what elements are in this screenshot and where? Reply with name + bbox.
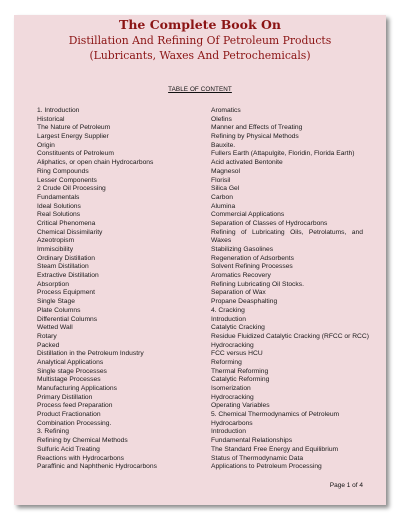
toc-entry: Immiscibility [37,246,74,253]
toc-entry: Chemical Dissimilarity [37,228,103,236]
toc-entry: Catalytic Cracking [211,324,265,332]
toc-entry: Hydrocracking [211,341,254,349]
toc-entry: Fullers Earth (Attapulgite, Floridin, Florida Earth) [211,150,355,158]
toc-entry: Lesser Components [37,176,97,184]
toc-entry: Single Stage [37,298,75,306]
toc-entry: Hydrocarbons [211,419,253,427]
toc-entry: Refining Lubricating Oil Stocks. [211,280,304,288]
toc-entry: Fundamental Relationships [211,437,293,445]
toc-entry-word: Lubricating [251,228,285,236]
toc-entry: Process Equipment [37,289,95,297]
toc-entry: Reforming [211,358,242,366]
toc-entry: 3. Refining [37,428,69,436]
toc-entry: Constituents of Petroleum [37,150,114,158]
toc-left-column [37,107,202,472]
toc-entry: Analytical Applications [37,358,104,366]
toc-entry: Introduction [211,315,246,323]
toc-entry: Azeotropism [37,237,75,245]
toc-entry: Regeneration of Adsorbents [211,254,294,262]
toc-entry: Commercial Applications [211,211,285,219]
toc-entry: Paraffinic and Naphthenic Hydrocarbons [37,463,157,471]
toc-entry: Critical Phenomena [37,219,96,227]
toc-entry: Introduction [211,428,246,436]
toc-entry: Packed [37,341,60,349]
toc-entry-word: and [351,228,363,236]
toc-entry: 4. Cracking [211,306,245,314]
book-title: The Complete Book On [119,17,281,32]
book-subtitle-line-2: (Lubricants, Waxes And Petrochemicals) [89,49,311,62]
book-subtitle-line-1: Distillation And Refining Of Petroleum Products [68,34,332,47]
toc-entry: 5. Chemical Thermodynamics of Petroleum [211,411,340,419]
toc-entry: Primary Distillation [37,393,93,401]
toc-entry: Sulfuric Acid Treating [37,445,100,453]
toc-entry: Steam Distillation [37,263,89,271]
toc-entry: Waxes [211,237,232,245]
toc-entry: Combination Processing. [37,419,112,427]
toc-entry: Residue Fluidized Catalytic Cracking (RFCC or RCC) [211,332,369,340]
page-indicator: Page 1 of 4 [329,482,363,489]
toc-entry: 2 Crude Oil Processing [37,185,106,193]
toc-entry: Solvent Refining Processes [211,263,293,271]
toc-entry: Isomerization [211,385,251,392]
toc-entry: Olefins [211,115,232,123]
toc-entry: Separation of Wax [211,289,266,297]
toc-entry: Origin [37,141,55,149]
toc-entry: Status of Thermodynamic Data [211,454,304,462]
toc-entry [211,229,363,238]
toc-entry: Reactions with Hydrocarbons [37,454,124,462]
toc-entry: Real Solutions [37,211,81,219]
toc-entry: Catalytic Reforming [211,376,270,384]
toc-entry: Process feed Preparation [37,402,113,410]
toc-entry: Rotary [37,332,57,340]
toc-entry: The Standard Free Energy and Equilibrium [211,445,339,453]
toc-right-column [211,107,369,472]
toc-entry: 1. Introduction [37,107,80,114]
toc-entry: The Nature of Petroleum [37,124,111,132]
toc-entry: Aromatics Recovery [211,272,271,280]
toc-entry: Refining by Physical Methods [211,133,299,141]
toc-entry: Acid activated Bentonite [211,159,283,167]
toc-entry: Differential Columns [37,315,98,323]
toc-entry: Silica Gel [211,185,240,193]
toc-entry: Multistage Processes [37,376,101,384]
toc-entry: Ordinary Distillation [37,254,95,262]
toc-entry: Extractive Distillation [37,272,99,280]
toc-entry: Carbon [211,193,233,201]
toc-entry: Historical [37,115,65,123]
toc-entry: Stabilizing Gasolines [211,246,274,253]
toc-entry: Largest Energy Supplier [37,133,109,141]
toc-entry: Manufacturing Applications [37,385,117,392]
toc-entry-word: Petrolatums, [308,228,347,236]
toc-entry-word: Refining [211,228,236,236]
toc-entry: Bauxite. [211,141,236,149]
toc-entry: Hydrocracking [211,393,254,401]
toc-entry: Ring Compounds [37,167,89,175]
toc-entry: Ideal Solutions [37,202,81,210]
toc-entry: Applications to Petroleum Processing [211,463,322,471]
toc-entry-word: Oils, [290,228,304,236]
toc-entry: Operating Variables [211,402,270,410]
toc-entry: Aliphatics, or open chain Hydrocarbons [37,159,154,167]
toc-entry: Plate Columns [37,306,81,314]
toc-entry: Single stage Processes [37,367,107,375]
toc-entry: Fundamentals [37,193,80,201]
toc-entry: Refining by Chemical Methods [37,437,128,445]
toc-entry: Aromatics [211,107,241,114]
toc-entry-word: of [240,228,247,236]
toc-entry: Distillation in the Petroleum Industry [37,350,144,358]
toc-entry: Manner and Effects of Treating [211,124,303,132]
toc-entry: Florisil [211,176,231,184]
toc-heading: TABLE OF CONTENT [168,86,232,93]
toc-entry: Alumina [211,202,236,210]
toc-entry: Propane Deasphalting [211,298,278,306]
toc-entry: Thermal Reforming [211,367,269,375]
toc-entry: Magnesol [211,167,240,175]
toc-entry: Absorption [37,280,69,288]
toc-entry: Separation of Classes of Hydrocarbons [211,219,328,227]
toc-entry: Product Fractionation [37,411,101,419]
toc-entry: FCC versus HCU [211,350,263,358]
toc-entry: Wetted Wall [37,324,73,332]
document-page [14,15,386,505]
